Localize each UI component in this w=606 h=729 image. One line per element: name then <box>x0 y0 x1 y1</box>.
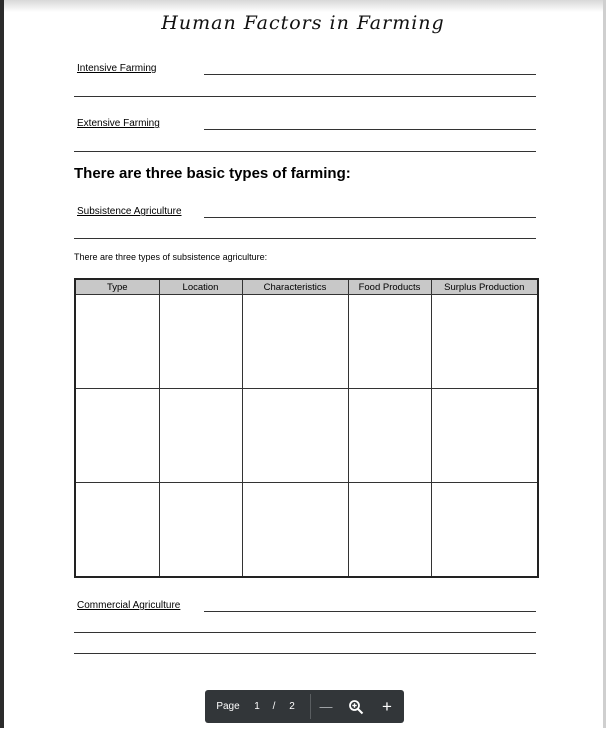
viewer-top-shadow <box>0 0 606 12</box>
table-cell <box>348 483 431 578</box>
table-cell <box>348 389 431 483</box>
term-subsistence-agriculture: Subsistence Agriculture <box>77 206 182 217</box>
table-row <box>75 483 538 578</box>
table-cell <box>431 389 538 483</box>
subsistence-table <box>74 278 539 578</box>
page-separator: / <box>272 701 276 712</box>
section-heading: There are three basic types of farming: <box>74 165 351 182</box>
term-commercial-agriculture: Commercial Agriculture <box>77 600 181 611</box>
zoom-in-button[interactable]: + <box>382 697 392 716</box>
term-extensive-farming: Extensive Farming <box>77 118 160 129</box>
table-cell <box>242 483 348 578</box>
pdf-page-toolbar <box>205 690 404 723</box>
column-header-characteristics: Characteristics <box>242 279 348 295</box>
table-cell <box>159 389 242 483</box>
zoom-icon-button[interactable] <box>345 690 367 723</box>
table-cell <box>159 483 242 578</box>
answer-line <box>204 74 536 75</box>
answer-line <box>204 611 536 612</box>
answer-line <box>204 217 536 218</box>
table-cell <box>75 483 159 578</box>
column-header-location: Location <box>159 279 242 295</box>
table-cell <box>348 295 431 389</box>
table-header-row <box>75 279 538 295</box>
total-pages: 2 <box>289 701 295 712</box>
table-cell <box>242 295 348 389</box>
column-header-surplus-production: Surplus Production <box>431 279 538 295</box>
column-header-type: Type <box>75 279 159 295</box>
table-cell <box>242 389 348 483</box>
table-cell <box>75 389 159 483</box>
answer-line <box>74 151 536 152</box>
table-cell <box>431 483 538 578</box>
table-cell <box>431 295 538 389</box>
term-intensive-farming: Intensive Farming <box>77 63 157 74</box>
column-header-food-products: Food Products <box>348 279 431 295</box>
viewer-left-edge <box>0 0 4 728</box>
current-page-input[interactable]: 1 <box>254 701 260 712</box>
page-label: Page <box>216 701 240 712</box>
answer-line <box>74 653 536 654</box>
document-title: Human Factors in Farming <box>161 12 445 34</box>
toolbar-divider <box>310 694 311 719</box>
zoom-out-button[interactable]: — <box>319 699 333 714</box>
answer-line <box>74 238 536 239</box>
table-row <box>75 295 538 389</box>
subsistence-intro: There are three types of subsistence agriculture: <box>74 252 268 262</box>
table-row <box>75 389 538 483</box>
answer-line <box>204 129 536 130</box>
answer-line <box>74 632 536 633</box>
table-cell <box>75 295 159 389</box>
magnifier-icon <box>348 699 364 715</box>
answer-line <box>74 96 536 97</box>
table-cell <box>159 295 242 389</box>
